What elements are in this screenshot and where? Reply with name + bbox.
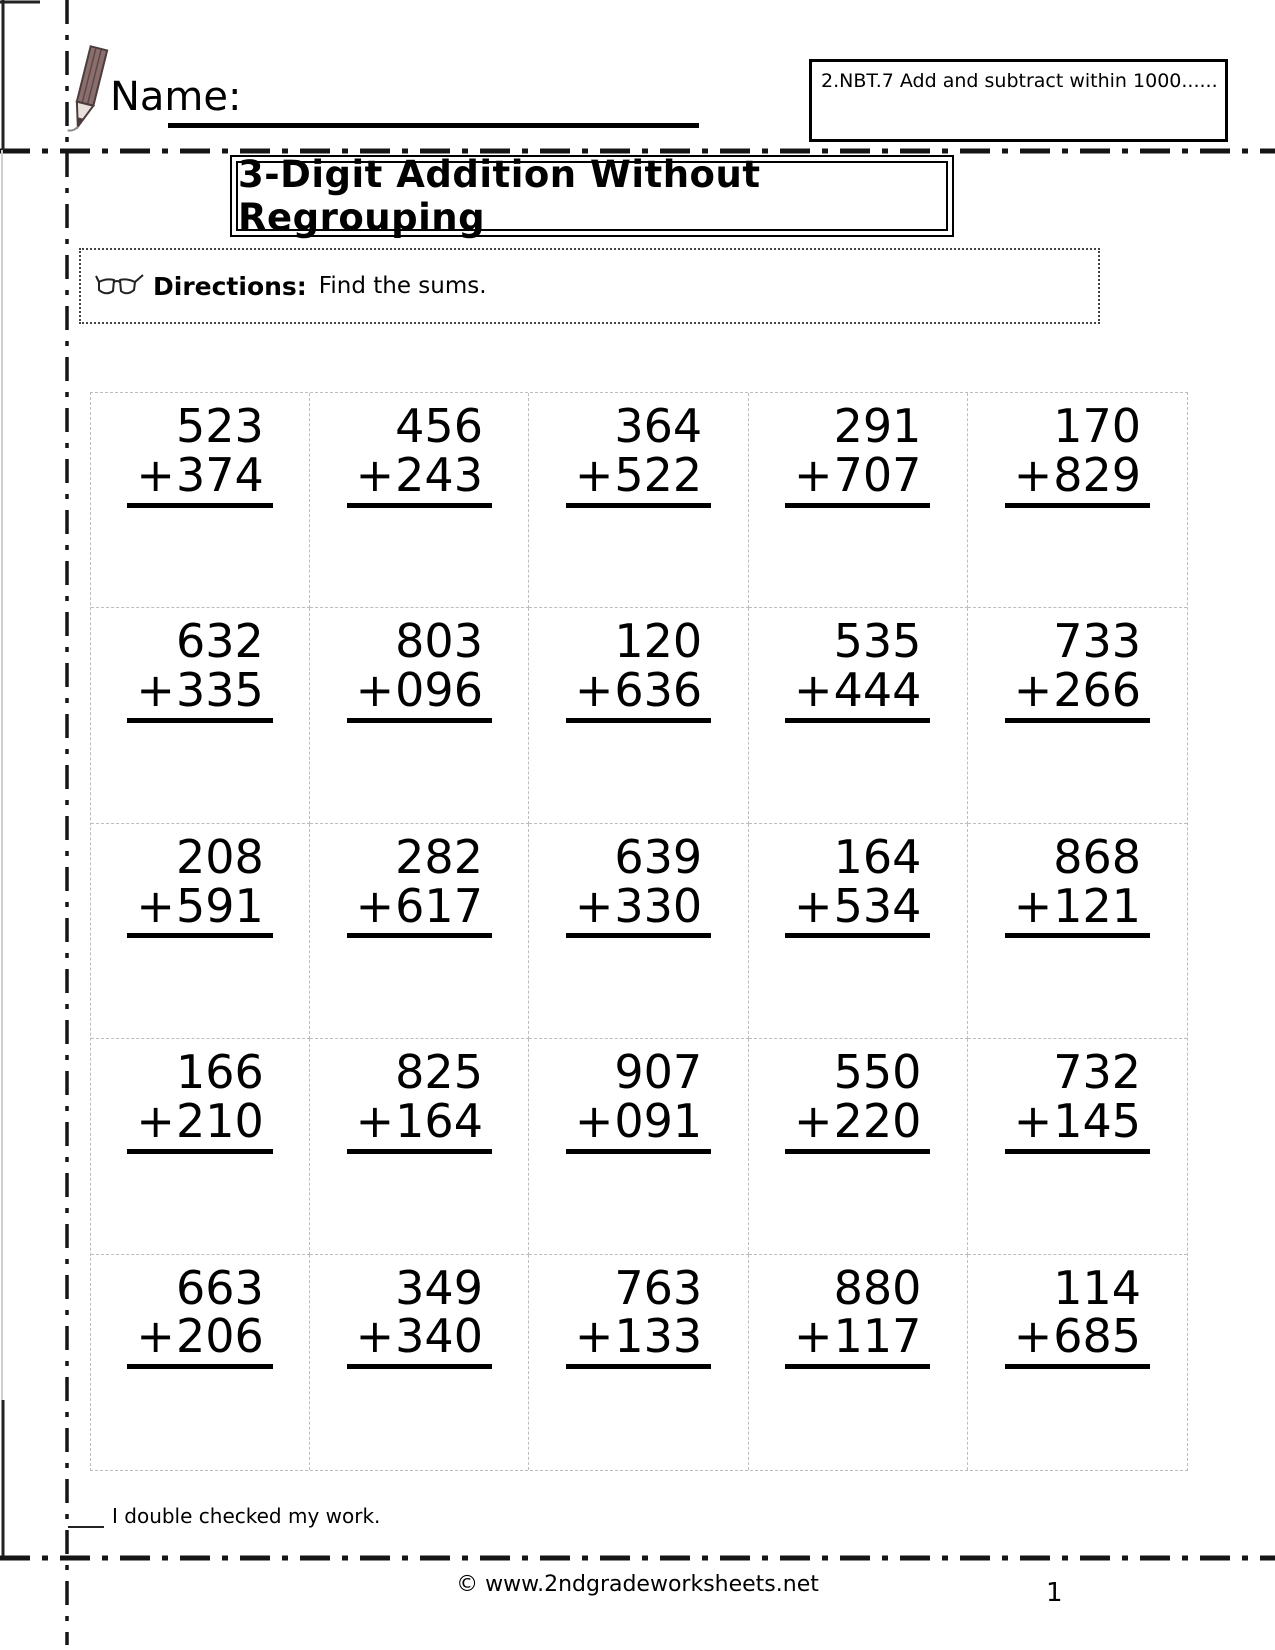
addend-top: 907 [614,1045,703,1100]
plus-operator: + [574,1309,614,1364]
addend-bottom: 340 [395,1309,483,1364]
addition-problem [127,829,272,939]
addend-bottom: 206 [175,1309,264,1364]
addend-top: 763 [614,1260,703,1315]
addend-top: 663 [175,1260,264,1315]
check-text: I double checked my work. [112,1504,381,1528]
problem-cell [749,824,968,1039]
addition-problem [127,614,272,723]
problem-cell [968,1255,1187,1470]
addend-bottom: 117 [833,1309,922,1364]
addend-bottom-row [1005,663,1150,723]
addend-bottom: 133 [614,1309,703,1364]
plus-operator: + [794,447,833,502]
addend-bottom-row [347,878,492,939]
addend-bottom-row [127,1093,272,1154]
problem-cell [529,1039,748,1254]
problem-cell [968,824,1187,1039]
addition-problem [347,614,492,723]
addition-problem [127,1045,272,1154]
addition-problem [566,1260,711,1370]
addend-bottom: 829 [1053,447,1142,502]
addend-top: 349 [395,1260,483,1315]
addition-problem [785,829,930,939]
addition-problem [347,1260,492,1370]
plus-operator: + [574,1093,614,1148]
standard-box [809,59,1228,142]
addend-top: 632 [175,614,264,669]
problem-cell [91,1255,310,1470]
addend-bottom: 164 [395,1093,483,1148]
addend-top: 282 [395,829,483,884]
addend-top: 456 [395,399,483,453]
problem-cell [529,824,748,1039]
addend-bottom-row [347,447,492,508]
addend-bottom: 444 [833,663,922,718]
addend-top: 639 [614,829,703,884]
addend-bottom-row [1005,1093,1150,1154]
plus-operator: + [136,447,175,502]
problem-cell [91,824,310,1039]
double-check-row [68,1500,380,1528]
problem-cell [310,824,529,1039]
addend-top: 880 [833,1260,922,1315]
page-title: 3-Digit Addition Without Regrouping [236,161,948,231]
addend-bottom-row [785,663,930,723]
addend-top: 732 [1053,1045,1142,1100]
addend-bottom-row [785,447,930,508]
addend-bottom-row [127,878,272,939]
problem-cell [529,1255,748,1470]
plus-operator: + [794,1309,833,1364]
plus-operator: + [1013,447,1053,502]
problem-cell [529,608,748,823]
addend-bottom-row [1005,878,1150,939]
title-box [230,155,954,237]
plus-operator: + [1013,1093,1053,1148]
problem-cell [91,1039,310,1254]
addend-top: 803 [395,614,483,669]
standard-text: 2.NBT.7 Add and subtract within 1000...... [821,70,1218,92]
plus-operator: + [355,878,395,933]
addend-bottom-row [1005,1309,1150,1369]
addend-top: 291 [833,399,922,453]
plus-operator: + [355,1309,395,1364]
directions-box [79,248,1100,324]
addition-problem [127,399,272,508]
addition-problem [127,1260,272,1370]
addend-bottom-row [566,663,711,723]
addition-problem [785,1045,930,1154]
addition-problem [1005,829,1150,939]
problems-grid [90,392,1188,1471]
addend-top: 364 [614,399,703,453]
addend-bottom: 096 [395,663,483,718]
problem-cell [91,608,310,823]
addition-problem [347,829,492,939]
problem-cell [968,1039,1187,1254]
plus-operator: + [794,878,833,933]
addend-top: 868 [1053,829,1142,884]
addend-top: 825 [395,1045,483,1100]
plus-operator: + [794,663,833,718]
glasses-icon [95,271,145,301]
addend-top: 523 [175,399,264,453]
addend-top: 733 [1053,614,1142,669]
addend-top: 170 [1053,399,1142,453]
problem-cell [749,608,968,823]
addend-bottom: 534 [833,878,922,933]
page-number: 1 [1046,1578,1063,1608]
addend-bottom: 243 [395,447,483,502]
addition-problem [566,829,711,939]
addition-problem [785,1260,930,1370]
problem-cell [968,608,1187,823]
addition-problem [1005,1260,1150,1370]
addition-problem [347,399,492,508]
addend-top: 164 [833,829,922,884]
addend-bottom: 210 [175,1093,264,1148]
addition-problem [785,399,930,508]
plus-operator: + [136,1093,175,1148]
plus-operator: + [136,1309,175,1364]
addend-bottom: 220 [833,1093,922,1148]
addition-problem [1005,614,1150,723]
addend-bottom-row [347,663,492,723]
addend-bottom-row [127,1309,272,1369]
addition-problem [566,614,711,723]
problem-cell [310,393,529,608]
addition-problem [347,1045,492,1154]
problem-cell [968,393,1187,608]
addend-bottom-row [566,447,711,508]
addend-bottom: 374 [175,447,264,502]
plus-operator: + [136,663,175,718]
plus-operator: + [574,663,614,718]
plus-operator: + [1013,878,1053,933]
plus-operator: + [136,878,175,933]
plus-operator: + [355,1093,395,1148]
addition-problem [785,614,930,723]
problem-cell [749,1255,968,1470]
addend-bottom-row [347,1093,492,1154]
problem-cell [310,608,529,823]
addend-bottom: 636 [614,663,703,718]
addend-top: 166 [175,1045,264,1100]
addend-bottom: 266 [1053,663,1142,718]
addend-top: 208 [175,829,264,884]
addend-bottom-row [785,1093,930,1154]
addend-bottom: 121 [1053,878,1142,933]
problem-cell [529,393,748,608]
problem-cell [310,1255,529,1470]
addend-bottom: 685 [1053,1309,1142,1364]
addend-bottom: 091 [614,1093,703,1148]
addend-bottom-row [566,878,711,939]
pencil-icon [60,42,116,138]
addition-problem [1005,399,1150,508]
plus-operator: + [355,447,395,502]
addend-top: 120 [614,614,703,669]
directions-label: Directions: [153,271,307,301]
addend-bottom-row [785,1309,930,1369]
addend-bottom: 591 [175,878,264,933]
plus-operator: + [574,878,614,933]
addend-bottom-row [1005,447,1150,508]
addend-bottom-row [566,1093,711,1154]
check-blank-line [68,1500,104,1528]
plus-operator: + [1013,663,1053,718]
problem-cell [749,393,968,608]
addend-bottom-row [127,447,272,508]
addend-bottom: 330 [614,878,703,933]
plus-operator: + [355,663,395,718]
addition-problem [566,1045,711,1154]
plus-operator: + [574,447,614,502]
problem-cell [310,1039,529,1254]
addition-problem [1005,1045,1150,1154]
addend-bottom: 335 [175,663,264,718]
addend-bottom-row [127,663,272,723]
problem-cell [749,1039,968,1254]
site-credit: © www.2ndgradeworksheets.net [456,1572,819,1597]
addend-bottom: 145 [1053,1093,1142,1148]
addend-top: 550 [833,1045,922,1100]
addend-bottom: 617 [395,878,483,933]
addend-top: 535 [833,614,922,669]
plus-operator: + [1013,1309,1053,1364]
problem-cell [91,393,310,608]
addend-bottom-row [785,878,930,939]
name-blank-line [168,123,699,128]
name-label: Name: [110,74,242,120]
plus-operator: + [794,1093,833,1148]
addend-bottom-row [347,1309,492,1369]
addend-bottom: 707 [833,447,922,502]
addend-bottom: 522 [614,447,703,502]
addition-problem [566,399,711,508]
directions-text: Find the sums. [318,273,487,299]
addend-bottom-row [566,1309,711,1369]
addend-top: 114 [1053,1260,1142,1315]
